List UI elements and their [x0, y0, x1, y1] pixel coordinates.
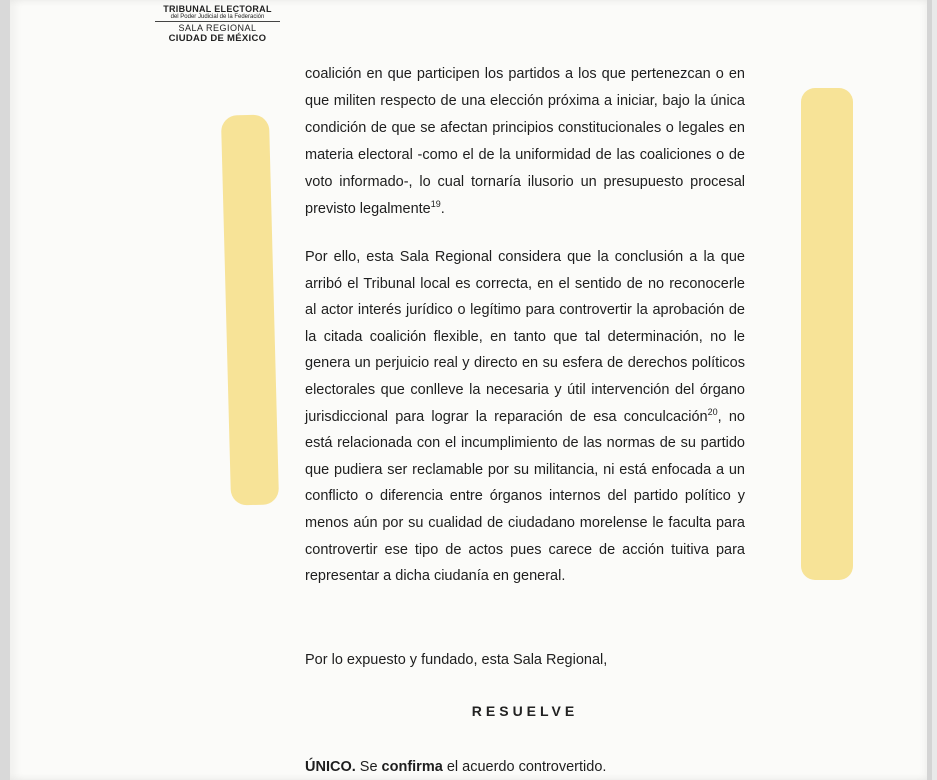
paragraph-2-text-b: , no está relacionada con el incumplimiento de las normas de su partido que pudiera ser reclamable por su militancia, ni está enfocada a un conflicto o diferencia entre órganos internos del partido político y menos aún por su cualidad de ciudadano morelense le faculta para controvertir ese tipo de actos pues carece de acción tuitiva para representar a dicha ciudanía en general. — [305, 408, 745, 585]
highlighter-mark-right — [801, 88, 853, 580]
highlighter-mark-left — [221, 114, 279, 505]
letterhead-line-4: CIUDAD DE MÉXICO — [168, 33, 267, 44]
resolution-label: ÚNICO. — [305, 759, 356, 775]
resolution-text-a: Se — [355, 759, 382, 775]
margin-stamp — [122, 440, 136, 600]
paragraph-1-end: . — [440, 201, 445, 217]
paragraph-3 — [305, 650, 745, 670]
paragraph-1 — [305, 61, 745, 223]
footnote-ref-19: 19 — [430, 199, 441, 210]
paragraph-3-text: Por lo expuesto y fundado, esta Sala Regional, — [305, 652, 608, 668]
resolution-point — [305, 757, 745, 777]
resuelve-heading: RESUELVE — [471, 703, 579, 719]
letterhead — [155, 4, 280, 44]
letterhead-line-2: del Poder Judicial de la Federación — [155, 14, 280, 22]
paragraph-1-text: coalición en que participen los partidos a los que pertenezcan o en que militen respecto de una elección próxima a iniciar, bajo la única condición de que se afectan principios constitucionales o legales en materia electoral -como el de la uniformidad de las coaliciones o de voto informado-, lo cual tornaría ilusorio un presupuesto procesal previsto legalmente — [305, 66, 745, 217]
paragraph-2 — [305, 244, 745, 590]
letterhead-line-1: TRIBUNAL ELECTORAL — [163, 4, 272, 14]
scan-right-edge — [927, 0, 932, 780]
footnote-ref-20: 20 — [707, 406, 718, 417]
letterhead-line-3: SALA REGIONAL — [178, 23, 257, 33]
scan-left-edge — [0, 0, 10, 780]
paragraph-2-text-a: Por ello, esta Sala Regional considera que la conclusión a la que arribó el Tribunal local es correcta, en el sentido de no reconocerle al actor interés jurídico o legítimo para controvertir la aprobación de la citada coalición flexible, en tanto que tal determinación, no le genera un perjuicio real y directo en su esfera de derechos políticos electorales que conlleve la necesaria y útil intervención del órgano jurisdiccional para lograr la reparación de esa conculcación — [305, 249, 745, 425]
resolution-bold-verb: confirma — [381, 759, 443, 775]
resolution-text-b: el acuerdo controvertido. — [442, 759, 607, 775]
